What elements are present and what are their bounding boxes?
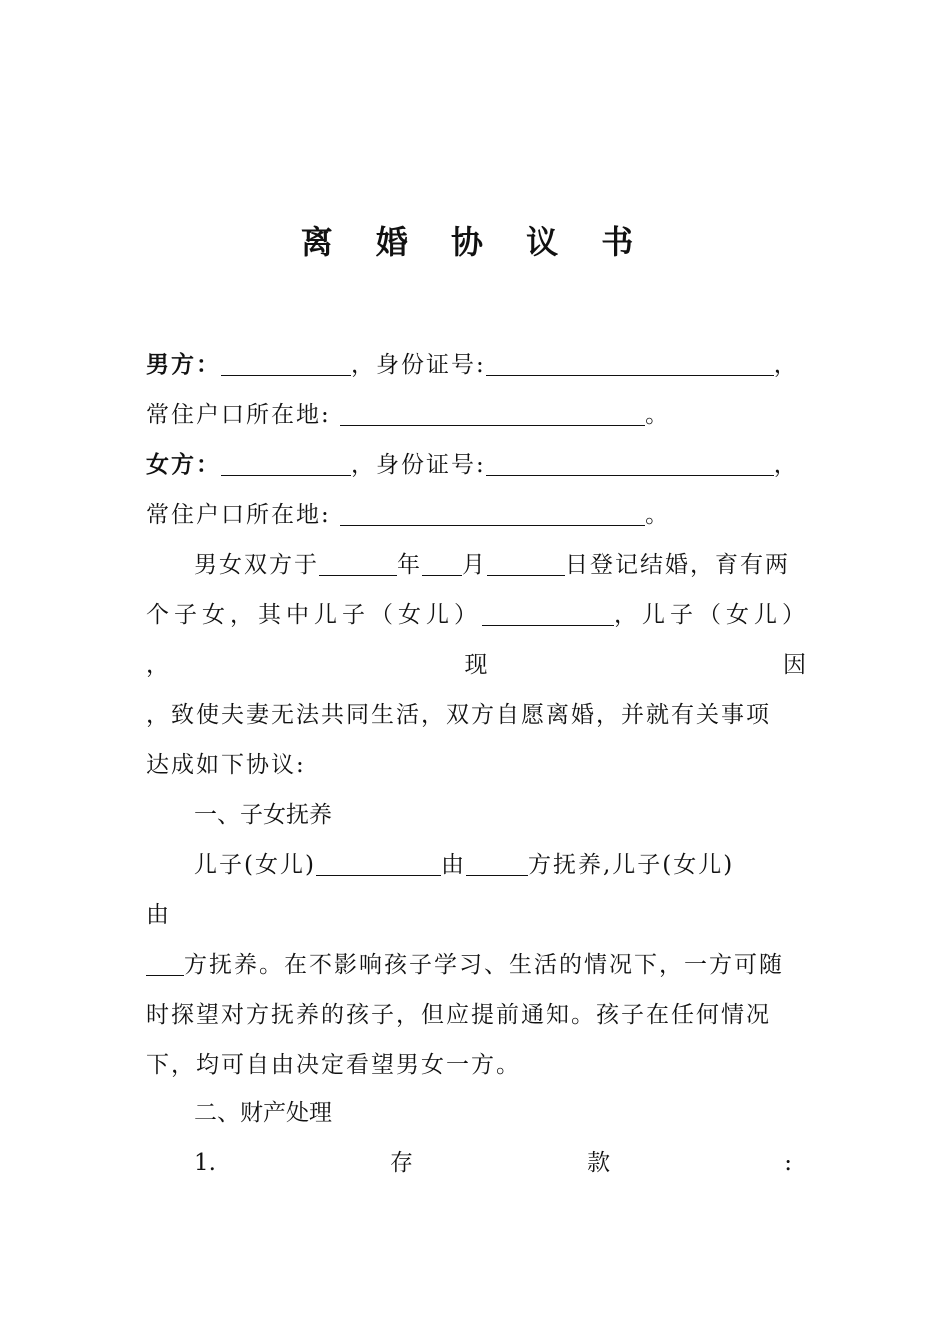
intro-children-text: 个子女，其中儿子（女儿） bbox=[146, 602, 482, 628]
male-name-blank[interactable] bbox=[221, 347, 351, 376]
section-1-line-2: 由 bbox=[146, 902, 169, 928]
male-residence-end: 。 bbox=[645, 402, 671, 428]
intro-xian: 现 bbox=[464, 652, 488, 678]
custody-text: 方抚养,儿子(女儿) bbox=[527, 852, 735, 878]
male-residence-label: 常住户口所在地: bbox=[146, 402, 331, 428]
intro-line-4: ，致使夫妻无法共同生活，双方自愿离婚，并就有关事项 bbox=[146, 702, 771, 728]
custody-child-label: 儿子(女儿) bbox=[194, 852, 316, 878]
section-2-heading: 二、财产处理 bbox=[194, 1100, 332, 1126]
male-party-line bbox=[146, 340, 806, 390]
custody-text-2: 方抚养。在不影响孩子学习、生活的情况下，一方可随 bbox=[184, 952, 784, 978]
custody-child-blank[interactable] bbox=[316, 847, 441, 876]
custody-by: 由 bbox=[440, 852, 466, 878]
item-1-number: 1. bbox=[194, 1150, 216, 1176]
female-residence-line bbox=[146, 490, 806, 540]
section-2-item-1 bbox=[146, 1138, 806, 1188]
intro-line-5: 达成如下协议: bbox=[146, 752, 306, 778]
custody-party-blank[interactable] bbox=[466, 847, 528, 876]
child-1-blank[interactable] bbox=[482, 597, 614, 626]
section-1-line-3 bbox=[146, 940, 806, 990]
female-residence-blank[interactable] bbox=[340, 497, 645, 526]
month-label: 月 bbox=[462, 552, 487, 578]
intro-line-2 bbox=[146, 590, 810, 640]
female-id-label: ，身份证号: bbox=[351, 452, 486, 478]
year-label: 年 bbox=[397, 552, 422, 578]
marriage-day-blank[interactable] bbox=[487, 547, 565, 576]
male-residence-blank[interactable] bbox=[340, 397, 645, 426]
female-end-comma: ， bbox=[773, 452, 799, 478]
day-label: 日登记结婚，育有两 bbox=[565, 552, 790, 578]
marriage-year-blank[interactable] bbox=[319, 547, 397, 576]
female-label: 女方： bbox=[146, 452, 221, 478]
custody-party-2-blank[interactable] bbox=[146, 947, 184, 976]
intro-yin: 因 bbox=[783, 652, 806, 678]
section-1-line-4: 时探望对方抚养的孩子，但应提前通知。孩子在任何情况 bbox=[146, 1002, 771, 1028]
item-1-colon: : bbox=[784, 1150, 792, 1176]
female-residence-label: 常住户口所在地: bbox=[146, 502, 331, 528]
intro-line-3 bbox=[146, 640, 806, 690]
intro-line-1 bbox=[146, 540, 806, 590]
male-residence-line bbox=[146, 390, 806, 440]
female-party-line bbox=[146, 440, 806, 490]
male-id-label: ，身份证号: bbox=[351, 352, 486, 378]
male-label: 男方： bbox=[146, 352, 221, 378]
intro-children-text-2: ，儿子（女儿） bbox=[614, 602, 810, 628]
male-id-blank[interactable] bbox=[486, 347, 774, 376]
marriage-month-blank[interactable] bbox=[422, 547, 462, 576]
document-title: 离 婚 协 议 书 bbox=[300, 223, 650, 261]
female-residence-end: 。 bbox=[645, 502, 671, 528]
female-name-blank[interactable] bbox=[221, 447, 351, 476]
item-1-char-a: 存 bbox=[390, 1150, 414, 1176]
item-1-char-b: 款 bbox=[587, 1150, 611, 1176]
male-end-comma: ， bbox=[773, 352, 799, 378]
section-1-line-5: 下，均可自由决定看望男女一方。 bbox=[146, 1052, 521, 1078]
section-1-heading: 一、子女抚养 bbox=[194, 802, 332, 828]
intro-text: 男女双方于 bbox=[194, 552, 319, 578]
female-id-blank[interactable] bbox=[486, 447, 774, 476]
section-1-line-1 bbox=[146, 840, 806, 890]
intro-comma: ， bbox=[146, 652, 169, 678]
